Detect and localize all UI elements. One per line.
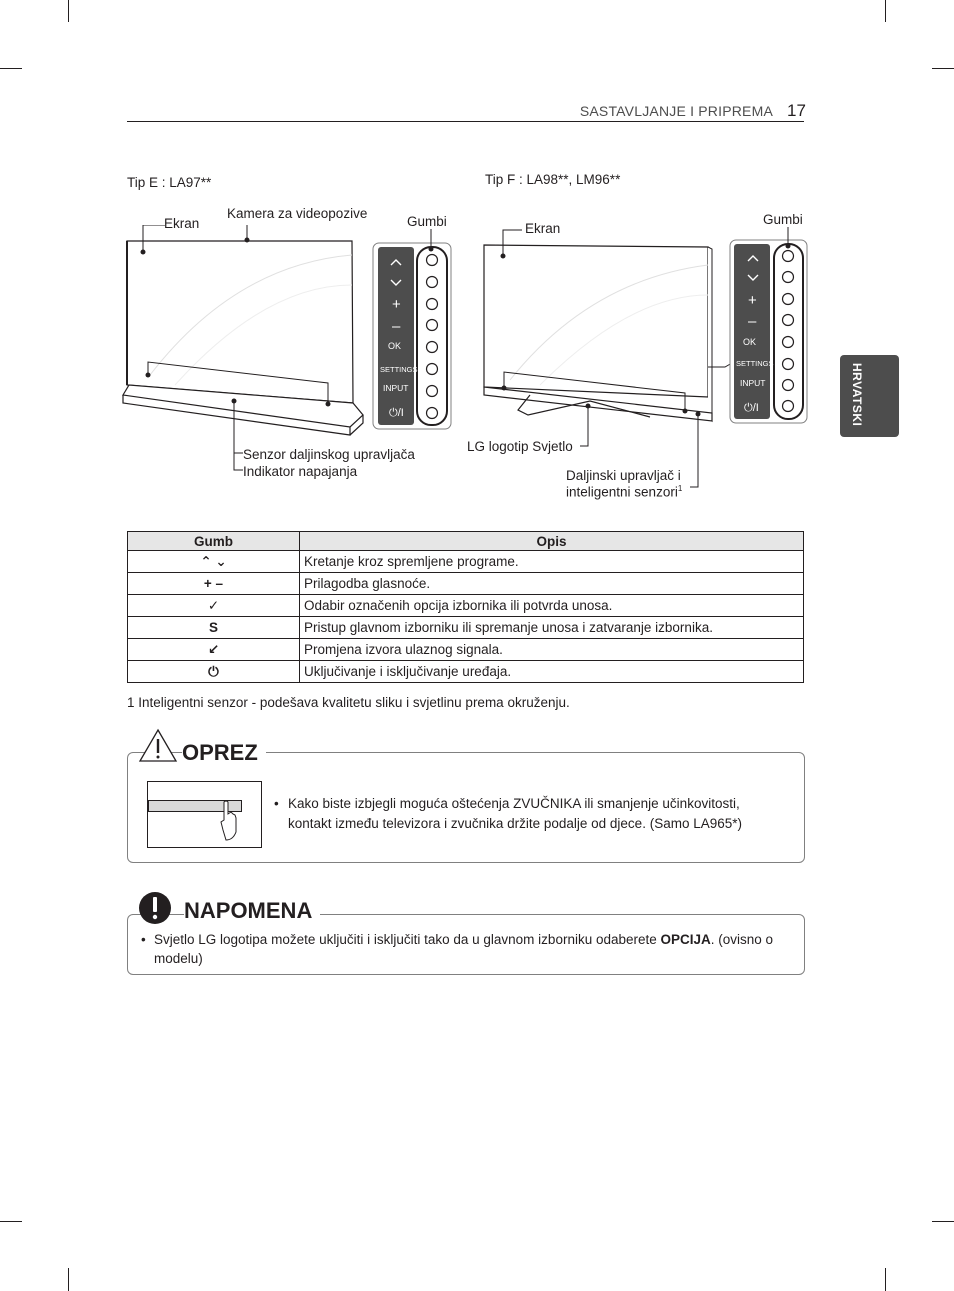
figure-e-label-camera: Kamera za videopozive — [227, 206, 368, 221]
figure-e-label-buttons: Gumbi — [407, 214, 447, 229]
note-line-1: Svjetlo LG logotipa možete uključiti i isključiti tako da u glavnom izborniku odaberete OPCIJA. (ovisno o — [154, 932, 774, 947]
crop-mark — [68, 1268, 69, 1291]
button-table — [127, 531, 804, 683]
table-symbol: ↙ — [128, 639, 300, 661]
crop-mark — [885, 1268, 886, 1291]
caution-line-1: Kako biste izbjegli moguća oštećenja ZVUČNIKA ili smanjenje učinkovitosti, — [288, 796, 740, 811]
table-symbol: ⌃ ⌄ — [128, 551, 300, 573]
figure-e-title: Tip E : LA97** — [127, 175, 212, 190]
panel-e-ok: OK — [388, 341, 402, 351]
svg-text:–: – — [748, 313, 757, 330]
table-symbol: ⏻ — [128, 661, 300, 683]
caution-image — [147, 781, 262, 848]
figure-e-label-screen: Ekran — [164, 216, 200, 231]
note-line-2: modelu) — [154, 951, 203, 966]
figure-f-label-screen: Ekran — [525, 221, 561, 236]
table-row — [128, 617, 804, 639]
table-description: Uključivanje i isključivanje uređaja. — [300, 661, 804, 683]
section-title: SASTAVLJANJE I PRIPREMA — [579, 103, 773, 119]
crop-mark — [885, 0, 886, 22]
crop-mark — [0, 1221, 22, 1222]
caution-line-2: kontakt između televizora i zvučnika držite podalje od djece. (Samo LA965*) — [288, 816, 742, 831]
table-header-button: Gumb — [128, 532, 300, 551]
tv-e-illustration — [115, 225, 460, 475]
svg-text:⏻/I: ⏻/I — [744, 402, 759, 414]
table-description: Prilagodba glasnoće. — [300, 573, 804, 595]
note-bullet: • — [141, 932, 146, 947]
crop-mark — [932, 1221, 954, 1222]
language-tab — [840, 355, 899, 437]
panel-f-ok: OK — [743, 337, 757, 347]
table-row — [128, 639, 804, 661]
figure-e-label-power-indicator: Indikator napajanja — [243, 464, 358, 479]
table-description: Pristup glavnom izborniku ili spremanje unosa i zatvaranje izbornika. — [300, 617, 804, 639]
figure-f-label-remote-line1: Daljinski upravljač i — [566, 468, 681, 483]
page-number: 17 — [787, 101, 806, 120]
crop-mark — [68, 0, 69, 22]
svg-text:–: – — [392, 318, 401, 335]
caution-title: OPREZ — [182, 740, 266, 766]
exclamation-circle-icon — [138, 891, 172, 925]
figure-f-label-buttons: Gumbi — [763, 212, 803, 227]
svg-text:+: + — [748, 292, 757, 309]
figure-f-label-logo-light: LG logotip Svjetlo — [467, 439, 573, 454]
table-row — [128, 551, 804, 573]
crop-mark — [0, 68, 22, 69]
figure-f-title: Tip F : LA98**, LM96** — [485, 172, 621, 187]
table-header-description: Opis — [300, 532, 804, 551]
table-row — [128, 573, 804, 595]
footnote: 1 Inteligentni senzor - podešava kvalitetu sliku i svjetlinu prema okruženju. — [127, 695, 570, 710]
table-symbol: + – — [128, 573, 300, 595]
crop-mark — [932, 68, 954, 69]
table-symbol: S — [128, 617, 300, 639]
panel-e-input: INPUT — [383, 383, 409, 393]
panel-f-input: INPUT — [740, 378, 766, 388]
warning-triangle-icon — [138, 728, 178, 764]
table-description: Odabir označenih opcija izbornika ili potvrda unosa. — [300, 595, 804, 617]
figure-f-label-remote-line2: inteligentni senzori$^1$ — [566, 484, 683, 500]
caution-bullet: • — [274, 796, 279, 811]
tv-f-illustration — [470, 225, 815, 490]
panel-f-settings: SETTINGS — [736, 359, 774, 368]
panel-e-settings: SETTINGS — [380, 365, 418, 374]
table-row — [128, 661, 804, 683]
hand-icon — [218, 800, 240, 844]
header-rule — [127, 121, 804, 122]
svg-text:⏻/I: ⏻/I — [389, 407, 404, 419]
table-row — [128, 595, 804, 617]
figure-e-label-sensor: Senzor daljinskog upravljača — [243, 447, 415, 462]
language-tab-label: HRVATSKI — [850, 363, 864, 427]
table-symbol: ✓ — [128, 595, 300, 617]
table-description: Promjena izvora ulaznog signala. — [300, 639, 804, 661]
note-title: NAPOMENA — [184, 898, 320, 924]
svg-text:+: + — [392, 296, 401, 313]
table-description: Kretanje kroz spremljene programe. — [300, 551, 804, 573]
